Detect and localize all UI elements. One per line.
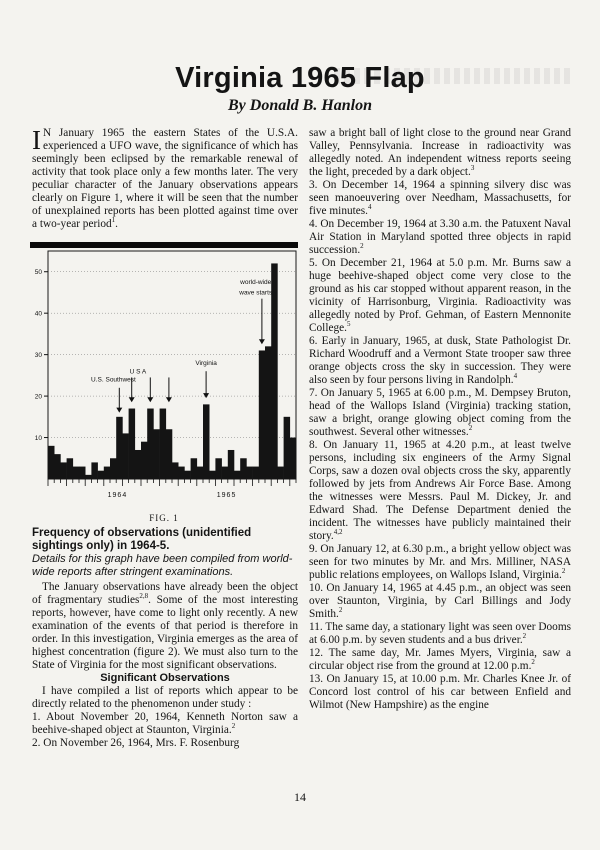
page-number: 14 — [294, 790, 306, 804]
bar — [73, 467, 80, 479]
observation-item: 4. On December 19, 1964 at 3.30 a.m. the Patuxent Naval Air Station in Maryland spotted three objects in rapid succession.$^2$ — [309, 218, 571, 256]
bar — [184, 471, 191, 479]
observation-list — [309, 179, 571, 712]
bar — [284, 417, 291, 479]
annotation-label: U S A — [129, 368, 147, 376]
x-tick-label: 1965 — [216, 492, 237, 499]
y-tick-label: 20 — [34, 393, 42, 401]
bar — [222, 467, 229, 479]
annotation-label: U.S. Southwest — [91, 376, 136, 384]
bar — [48, 446, 55, 479]
footnote-ref: 2 — [360, 242, 364, 251]
intro-paragraph: I N January 1965 the eastern States of the U.S.A. experienced a UFO wave, the significance of which has seemingly been eclipsed by the remarkable renewal of activity that took place only a few months later. The very peculiar character of the January observations appears clearly on Figure 1, where it will be seen that the number of unexplained reports has been plotted against time over a two-year period$^1$. — [32, 125, 298, 230]
observation-item: 12. The same day, Mr. James Myers, Virginia, saw a circular object rise from the ground at 12.00 p.m.$^2$ — [309, 647, 571, 672]
bar — [228, 450, 235, 479]
right-column — [309, 127, 571, 712]
bar — [98, 471, 105, 479]
observation-item: 8. On January 11, 1965 at 4.20 p.m., at least twelve persons, including six engineers of the Army Signal Corps, saw a dozen oval objects cross the sky, apparently followed by jets from Andrews Air Force Base. Among the witnesses were Messrs. Paul M. Dickey, Jr. and Edward Shad. The Defense Department denied the incident. The witnesses have publicly maintained their story.$^{4,2}$ — [309, 439, 571, 542]
bar — [135, 450, 142, 479]
bar — [197, 467, 204, 479]
bar — [203, 404, 210, 479]
observation-item: 13. On January 15, at 10.00 p.m. Mr. Charles Knee Jr. of Concord lost control of his car between Enfield and Wilmot (New Hampshire) as the engine — [309, 673, 571, 711]
figure-caption-note: Details for this graph have been compiled from world-wide reports after stringent examinations. — [32, 553, 293, 578]
y-tick-label: 10 — [34, 435, 42, 443]
footnote-ref: 2 — [468, 424, 473, 433]
bar — [191, 458, 198, 479]
bar — [60, 462, 67, 479]
observation-item: 10. On January 14, 1965 at 4.45 p.m., an object was seen over Staunton, Virginia, by Carl Billings and Jody Smith.$^2$ — [309, 582, 571, 620]
annotation-label: Virginia — [195, 360, 217, 367]
bar — [240, 458, 247, 479]
bar — [104, 467, 111, 479]
bar — [271, 263, 278, 479]
bar — [141, 442, 148, 479]
bar — [54, 454, 61, 479]
list-item: 2. On November 26, 1964, Mrs. F. Rosenburg — [32, 737, 240, 749]
frequency-chart — [30, 237, 298, 509]
bar — [253, 467, 260, 479]
observation-item: 3. On December 14, 1964 a spinning silvery disc was seen manoeuvering over Needham, Massachusetts, for five minutes.$^4$ — [309, 179, 571, 217]
body-paragraph: The January observations have already been the object of fragmentary studies$^{2,8}$. Some of the most interesting reports, however, have come to light only recently. A new examination of the events of that period is therefore in order. In this investigation, Virginia emerges as the area of highest concentration (figure 2). We must also turn to the State of Virginia for the most significant observations. — [32, 581, 299, 671]
x-tick-label: 1964 — [107, 492, 128, 499]
chart-top-border — [30, 242, 298, 248]
y-tick-label: 30 — [34, 352, 42, 360]
list-item: 1. About November 20, 1964, Kenneth Norton saw a beehive-shaped object at Staunton, Virginia.$^2$ — [32, 711, 298, 736]
bar — [85, 475, 92, 479]
bar — [234, 471, 241, 479]
section-heading: Significant Observations — [100, 672, 230, 684]
y-tick-label: 40 — [34, 310, 42, 318]
drop-cap: I — [32, 125, 41, 155]
bar — [178, 467, 185, 479]
bar — [290, 438, 297, 479]
bar — [91, 462, 98, 479]
footnote-ref: 2 — [561, 567, 566, 576]
bar — [172, 462, 179, 479]
figure-label: FIG. 1 — [149, 513, 179, 523]
bar — [259, 350, 266, 479]
footnote-ref: 4 — [513, 372, 518, 381]
footnote-ref: 4,2 — [333, 528, 343, 537]
observation-item: 7. On January 5, 1965 at 6.00 p.m., M. Dempsey Bruton, head of the Wallops Island (Virginia) tracking station, saw a bright, orange glowing object coming from the southwest. Several other witnesses.$^2$ — [309, 387, 571, 438]
observation-item: 6. Early in January, 1965, at dusk, State Pathologist Dr. Richard Woodruff and a Vermont State trooper saw three orange objects cross the sky in succession. They were also seen by four persons living in Randolph.$^4$ — [309, 335, 571, 386]
bar — [246, 467, 253, 479]
observation-item: 9. On January 12, at 6.30 p.m., a bright yellow object was seen for two minutes by Mr. and Mrs. Milliner, NASA public relations employees, on Wallops Island, Virginia.$^2$ — [309, 543, 571, 581]
bar — [122, 433, 128, 479]
annotation-label: wave starts — [239, 289, 273, 297]
byline: By Donald B. Hanlon — [227, 97, 373, 114]
bar — [110, 458, 117, 479]
footnote-ref: 5 — [346, 320, 351, 329]
body-paragraph: I have compiled a list of reports which appear to be directly related to the phenomenon under study : — [32, 685, 298, 710]
bar — [215, 458, 222, 479]
bar — [147, 409, 154, 479]
footnote-ref: 2 — [522, 632, 527, 641]
bar — [160, 409, 167, 479]
annotation-label: world-wide — [240, 279, 272, 287]
bar — [129, 409, 136, 479]
continued-paragraph: saw a bright ball of light close to the ground near Grand Valley, Pennsylvania. Increase in radioactivity was allegedly noted. An independent witness reports seeing the light, preceded by a dark object.$^3$ — [309, 127, 571, 178]
bar — [116, 417, 123, 479]
left-column — [32, 127, 298, 750]
figure-1 — [30, 237, 298, 525]
observation-item: 5. On December 21, 1964 at 5.0 p.m. Mr. Burns saw a huge beehive-shaped object come very close to the ground as his car stopped without apparent reason, in the vicinity of Harrisonburg, Virginia. Radioactivity was allegedly noted by Prof. Gehman, of Eastern Mennonite College.$^5$ — [309, 257, 571, 334]
footnote-ref: 2 — [338, 606, 343, 615]
bar — [265, 346, 272, 479]
bar — [153, 429, 160, 479]
y-tick-label: 50 — [34, 269, 42, 277]
footnote-ref: 4 — [367, 203, 372, 212]
footnote-ref: 1 — [111, 216, 116, 225]
bar — [67, 458, 74, 479]
article-title: Virginia 1965 Flap — [175, 62, 425, 94]
bar — [79, 467, 86, 479]
bar — [277, 467, 284, 479]
observation-item: 11. The same day, a stationary light was seen over Dooms at 6.00 p.m. by seven students and a bus driver.$^2$ — [309, 621, 571, 646]
bar — [166, 429, 173, 479]
footnote-ref: 2 — [531, 658, 535, 667]
figure-caption-title: Frequency of observations (unidentified sightings only) in 1964-5. — [32, 527, 252, 552]
bar — [209, 471, 216, 479]
